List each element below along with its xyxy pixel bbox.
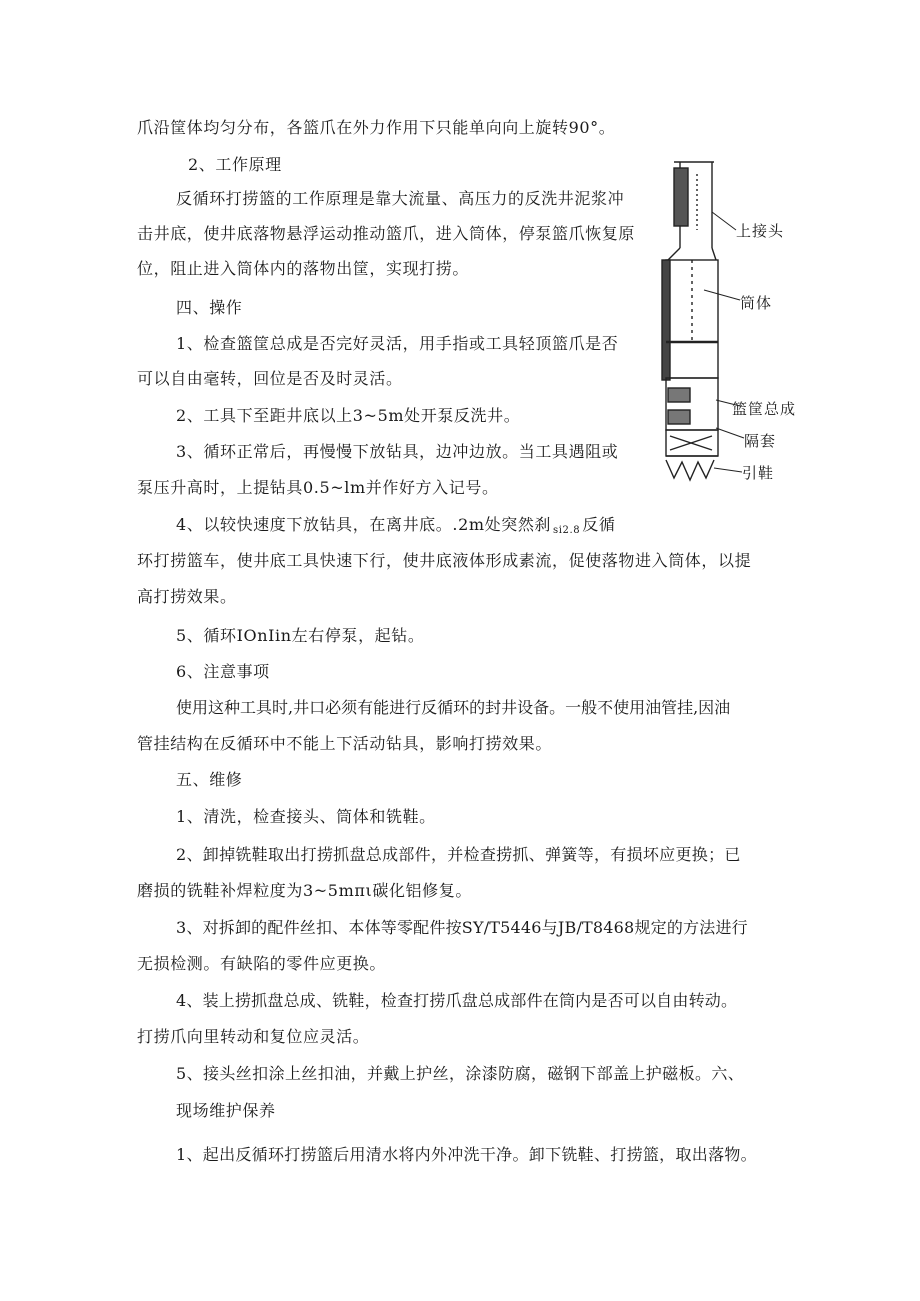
label-guide-shoe: 引鞋 [742,464,775,482]
op4-subscript: si2.8 [553,525,581,536]
label-spacer-sleeve: 隔套 [744,432,777,450]
paragraph-maint3-line2: 无损检测。有缺陷的零件应更换。 [137,954,387,973]
paragraph-op4-line2: 环打捞篮车，使井底工具快速下行，使井底液体形成素流，促使落物进入筒体，以提 [137,551,752,570]
paragraph-maint4-line2: 打捞爪向里转动和复位应灵活。 [137,1027,370,1046]
paragraph-maint2-line2: 磨损的铣鞋补焊粒度为3~5mπι碳化铝修复。 [137,881,472,900]
label-barrel: 筒体 [740,294,773,312]
paragraph-maint4-line1: 4、装上捞抓盘总成、铣鞋，检查打捞爪盘总成部件在筒内是否可以自由转动。 [176,991,738,1010]
paragraph-op3-line2: 泵压升高时，上提钻具0.5~lm并作好方入记号。 [137,478,499,497]
paragraph-principle-line1: 反循环打捞篮的工作原理是靠大流量、高压力的反洗井泥浆冲 [176,189,625,208]
paragraph-precautions-line2: 管挂结构在反循环中不能上下活动钻具，影响打捞效果。 [137,734,553,753]
heading-field-maintenance: 现场维护保养 [176,1101,276,1120]
paragraph-maint3-line1: 3、对拆卸的配件丝扣、本体等零配件按SY/T5446与JB/T8468规定的方法进行 [176,918,748,937]
heading-working-principle: 2、工作原理 [188,155,282,174]
paragraph-claw-line: 爪沿筐体均匀分布，各篮爪在外力作用下只能单向向上旋转90°。 [137,118,616,137]
label-upper-joint: 上接头 [736,222,785,240]
tool-diagram [652,160,812,500]
reverse-circulation-basket-drawing [652,160,812,500]
heading-precautions: 6、注意事项 [176,662,270,681]
paragraph-op1-line1: 1、检查篮筐总成是否完好灵活，用手指或工具轻顶篮爪是否 [176,334,619,353]
paragraph-field1: 1、起出反循环打捞篮后用清水将内外冲洗干净。卸下铣鞋、打捞篮，取出落物。 [176,1145,757,1164]
paragraph-op4-line3: 高打捞效果。 [137,587,237,606]
paragraph-maint5: 5、接头丝扣涂上丝扣油，并戴上护丝，涂漆防腐，磁钢下部盖上护磁板。六、 [176,1064,745,1083]
paragraph-op2: 2、工具下至距井底以上3~5m处开泵反洗井。 [176,406,521,425]
paragraph-op3-line1: 3、循环正常后，再慢慢下放钻具，边冲边放。当工具遇阻或 [176,442,619,461]
heading-operation: 四、操作 [176,298,243,317]
paragraph-principle-line2: 击井底，使井底落物悬浮运动推动篮爪，进入筒体，停泵篮爪恢复原 [137,224,636,243]
op4-tail: 反循 [582,515,616,534]
paragraph-op5: 5、循环IOnIin左右停泵，起钻。 [176,626,425,645]
heading-maintenance: 五、维修 [176,770,243,789]
paragraph-op1-line2: 可以自由毫转，回位是否及时灵活。 [137,369,403,388]
paragraph-maint2-line1: 2、卸掉铣鞋取出打捞抓盘总成部件，并检查捞抓、弹簧等，有损坏应更换；已 [176,845,741,864]
paragraph-principle-line3: 位，阻止进入筒体内的落物出筐，实现打捞。 [137,259,470,278]
paragraph-op4-line1 [176,514,615,542]
op4-text: 4、以较快速度下放钻具，在离井底。.2m处突然刹 [176,515,552,534]
paragraph-maint1: 1、清洗，检查接头、筒体和铣鞋。 [176,807,436,826]
paragraph-precautions-line1: 使用这种工具时,井口必须有能进行反循环的封井设备。一般不使用油管挂,因油 [176,698,731,717]
label-basket-assembly: 篮筐总成 [732,400,797,418]
